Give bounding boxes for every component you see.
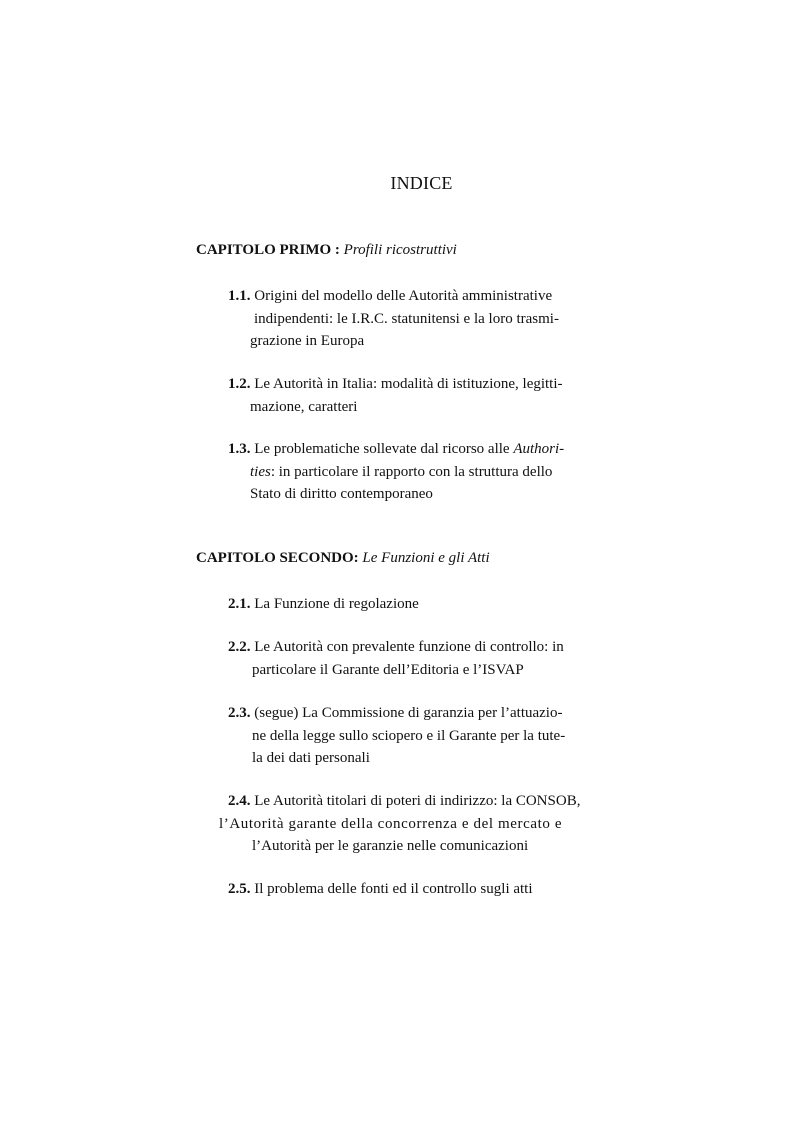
toc-entry-1-3 xyxy=(228,438,608,506)
toc-entry-number: 2.2. xyxy=(228,639,251,655)
toc-entry-2-4 xyxy=(219,790,608,858)
toc-entry-text: Le problematiche sollevate dal ricorso alle xyxy=(254,441,510,457)
toc-entry-line xyxy=(228,461,608,484)
chapter-heading-2 xyxy=(196,550,490,567)
toc-entry-number: 1.3. xyxy=(228,441,251,457)
toc-entry-text: (segue) La Commissione di garanzia per l’attuazio- xyxy=(254,705,563,721)
toc-entry-2-3 xyxy=(228,702,608,770)
toc-entry-text: Le Autorità con prevalente funzione di controllo: in xyxy=(254,639,564,655)
toc-entry-2-1 xyxy=(228,593,608,616)
toc-entry-number: 2.3. xyxy=(228,705,251,721)
toc-entry-line xyxy=(228,593,608,616)
toc-entry-line: la dei dati personali xyxy=(252,750,370,766)
toc-entry-number: 2.4. xyxy=(228,793,251,809)
toc-entry-text: Le Autorità in Italia: modalità di istituzione, legitti- xyxy=(254,376,563,392)
toc-entry-text: Il problema delle fonti ed il controllo sugli atti xyxy=(254,881,533,897)
toc-entry-2-2 xyxy=(228,636,608,681)
toc-entry-line: indipendenti: le I.R.C. statunitensi e la loro trasmi- xyxy=(254,310,559,327)
toc-entry-emphasis: Authori- xyxy=(513,441,565,457)
toc-entry-text: Origini del modello delle Autorità amministrative xyxy=(254,288,553,304)
toc-entry-line xyxy=(228,790,608,813)
toc-entry-number: 2.1. xyxy=(228,596,251,612)
chapter-label: CAPITOLO PRIMO : xyxy=(196,242,340,258)
toc-entry-line: grazione in Europa xyxy=(250,333,365,349)
toc-entry-line xyxy=(228,878,608,901)
toc-entry-1-1 xyxy=(228,285,608,353)
chapter-label: CAPITOLO SECONDO: xyxy=(196,550,359,566)
toc-entry-1-2 xyxy=(228,373,608,418)
chapter-subtitle: Profili ricostruttivi xyxy=(343,242,457,258)
toc-entry-2-5 xyxy=(228,878,608,901)
toc-entry-number: 1.1. xyxy=(228,288,251,304)
page-title: INDICE xyxy=(390,173,453,193)
toc-entry-emphasis: ties xyxy=(250,463,271,480)
toc-entry-text: Le Autorità titolari di poteri di indirizzo: la CONSOB, xyxy=(254,793,581,809)
toc-entry-line xyxy=(228,438,608,461)
toc-entry-line xyxy=(228,636,608,659)
toc-entry-line xyxy=(228,702,608,725)
toc-entry-number: 1.2. xyxy=(228,376,251,392)
toc-entry-text: : in particolare il rapporto con la struttura dello xyxy=(270,463,553,480)
toc-entry-line: Stato di diritto contemporaneo xyxy=(250,486,433,502)
toc-entry-line: ne della legge sullo sciopero e il Garante per la tute- xyxy=(252,727,566,744)
toc-entry-line: particolare il Garante dell’Editoria e l’ISVAP xyxy=(252,661,524,678)
chapter-heading-1 xyxy=(196,242,457,259)
toc-entry-line: l’Autorità garante della concorrenza e del mercato e xyxy=(219,815,563,832)
chapter-subtitle: Le Funzioni e gli Atti xyxy=(362,550,490,566)
toc-entry-line xyxy=(228,285,608,308)
toc-entry-number: 2.5. xyxy=(228,881,251,897)
toc-entry-line: mazione, caratteri xyxy=(250,398,358,415)
toc-entry-text: La Funzione di regolazione xyxy=(254,596,419,612)
toc-entry-line xyxy=(228,373,608,396)
toc-entry-line: l’Autorità per le garanzie nelle comunicazioni xyxy=(252,838,529,854)
